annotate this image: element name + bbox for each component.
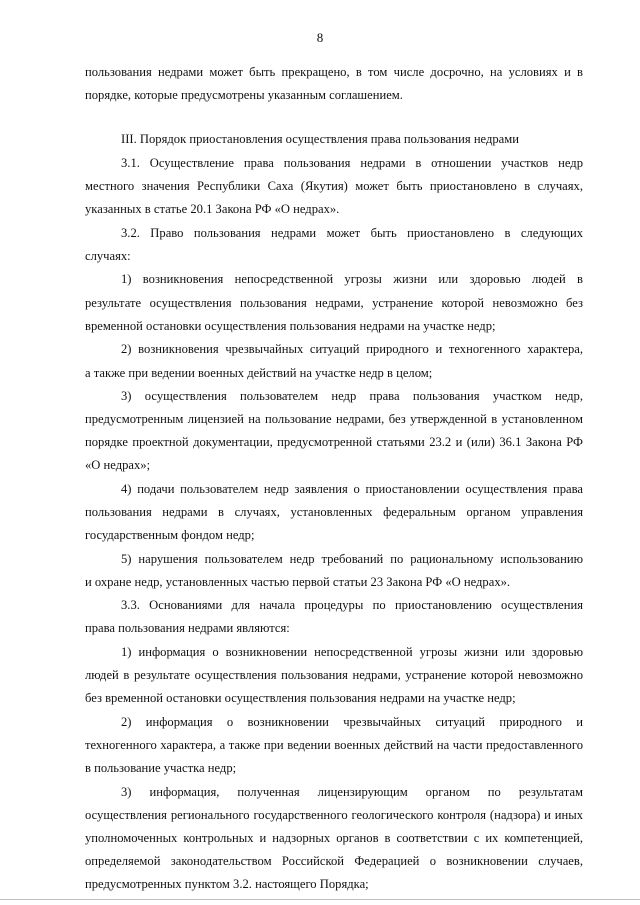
text-line: пользования недрами может быть прекращено, в том числе досрочно, на условиях и в bbox=[85, 65, 583, 79]
text-line: временной остановки осуществления пользования недрами на участке недр; bbox=[85, 319, 496, 333]
text-line: указанных в статье 20.1 Закона РФ «О недрах». bbox=[85, 202, 340, 216]
list-item-line: 5) нарушения пользователем недр требований по рациональному использованию bbox=[121, 552, 583, 566]
text-line: местного значения Республики Саха (Якутия) может быть приостановлено в случаях, bbox=[85, 179, 583, 193]
text-line: «О недрах»; bbox=[85, 458, 151, 472]
text-line: определяемой законодательством Российской Федерацией о возникновении случаев, bbox=[85, 854, 583, 868]
list-item-line: 1) информация о возникновении непосредственной угрозы жизни или здоровью bbox=[121, 645, 583, 659]
text-line: в пользование участка недр; bbox=[85, 761, 237, 775]
text-line: порядке проектной документации, предусмотренной статьями 23.2 и (или) 36.1 Закона РФ bbox=[85, 435, 583, 449]
page-bottom-rule bbox=[0, 899, 640, 900]
text-line: осуществления регионального государственного геологического контроля (надзора) и иных bbox=[85, 808, 583, 822]
page-number: 8 bbox=[316, 30, 324, 45]
list-item-line: 4) подачи пользователем недр заявления о приостановлении осуществления права bbox=[121, 482, 583, 496]
text-line: без временной остановки осуществления пользования недрами на участке недр; bbox=[85, 691, 516, 705]
text-line: 3.1. Осуществление права пользования недрами в отношении участков недр bbox=[121, 156, 583, 170]
text-line: государственным фондом недр; bbox=[85, 528, 255, 542]
text-line: людей в результате осуществления пользования недрами, устранение которой невозможно bbox=[85, 668, 583, 682]
text-line: случаях: bbox=[85, 249, 131, 263]
list-item-line: 2) возникновения чрезвычайных ситуаций природного и техногенного характера, bbox=[121, 342, 583, 356]
text-line: а также при ведении военных действий на участке недр в целом; bbox=[85, 366, 433, 380]
list-item-line: 3) информация, полученная лицензирующим органом по результатам bbox=[121, 785, 583, 799]
section-heading: III. Порядок приостановления осуществления права пользования недрами bbox=[121, 132, 519, 146]
text-line: уполномоченных контрольных и надзорных органов в соответствии с их компетенцией, bbox=[85, 831, 583, 845]
text-line: и охране недр, установленных частью первой статьи 23 Закона РФ «О недрах». bbox=[85, 575, 511, 589]
text-line: 3.3. Основаниями для начала процедуры по приостановлению осуществления bbox=[121, 598, 583, 612]
text-line: порядке, которые предусмотрены указанным соглашением. bbox=[85, 88, 403, 102]
list-item-line: 3) осуществления пользователем недр права пользования участком недр, bbox=[121, 389, 583, 403]
list-item-line: 2) информация о возникновении чрезвычайных ситуаций природного и bbox=[121, 715, 583, 729]
text-line: пользования недрами в случаях, установленных федеральным органом управления bbox=[85, 505, 583, 519]
text-line: техногенного характера, а также при ведении военных действий на части предоставленного bbox=[85, 738, 583, 752]
text-line: 3.2. Право пользования недрами может быть приостановлено в следующих bbox=[121, 226, 583, 240]
text-line: предусмотренных пунктом 3.2. настоящего Порядка; bbox=[85, 877, 369, 891]
text-line: права пользования недрами являются: bbox=[85, 621, 290, 635]
text-line: предусмотренным лицензией на пользование недрами, без утвержденной в установленном bbox=[85, 412, 583, 426]
text-line: результате осуществления пользования недрами, устранение которой невозможно без bbox=[85, 296, 583, 310]
list-item-line: 1) возникновения непосредственной угрозы жизни или здоровью людей в bbox=[121, 272, 583, 286]
